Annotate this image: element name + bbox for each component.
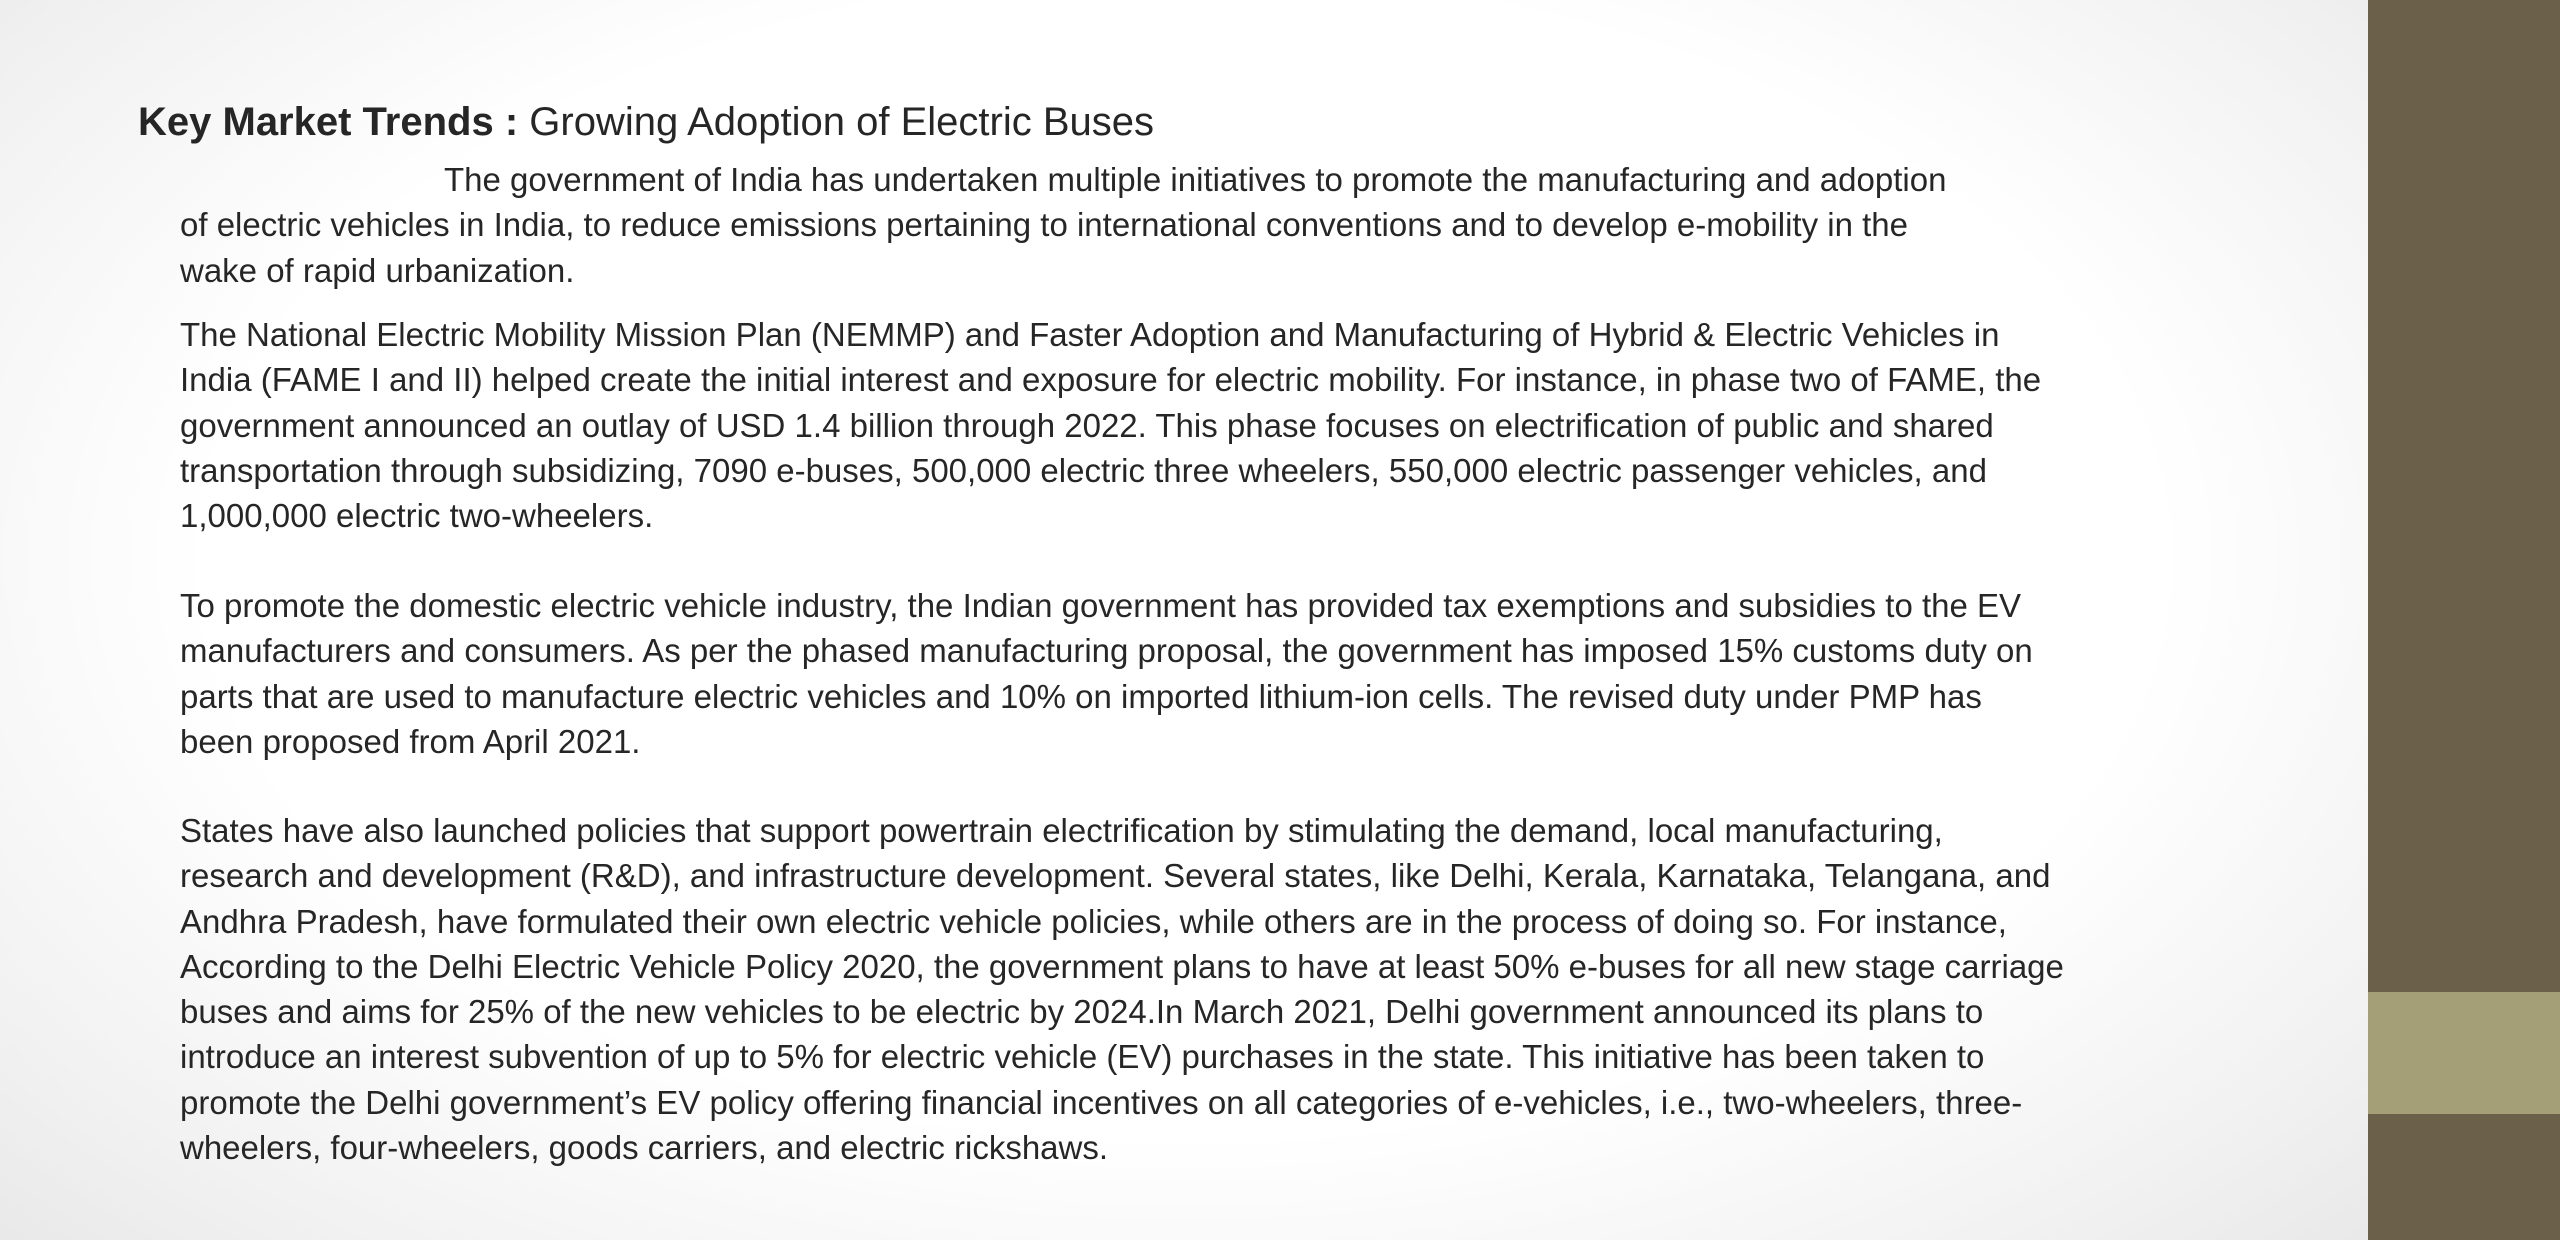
paragraph-line: wheelers, four-wheelers, goods carriers, and electric rickshaws. (180, 1129, 1109, 1167)
paragraph-line: The National Electric Mobility Mission Plan (NEMMP) and Faster Adoption and Manufacturing of Hybrid & Electric Vehicles in (180, 316, 2000, 353)
sidebar-accent-block (2368, 992, 2560, 1114)
paragraph-line: government announced an outlay of USD 1.4 billion through 2022. This phase focuses on electrification of public and shared (180, 406, 1994, 444)
slide-title (138, 94, 1154, 150)
slide-title-rest: Growing Adoption of Electric Buses (529, 100, 1155, 144)
paragraph-line: According to the Delhi Electric Vehicle Policy 2020, the government plans to have at least 50% e-buses for all new stage carriage (180, 947, 2064, 985)
paragraph-line: transportation through subsidizing, 7090 e-buses, 500,000 electric three wheelers, 550,000 electric passenger vehicles, and (180, 451, 1987, 489)
paragraph-line: States have also launched policies that support powertrain electrification by stimulating the demand, local manufacturing, (180, 812, 1943, 849)
paragraph-line: research and development (R&D), and infrastructure development. Several states, like Delhi, Kerala, Karnataka, Telangana, and (180, 857, 2051, 895)
paragraph-line: parts that are used to manufacture electric vehicles and 10% on imported lithium-ion cells. The revised duty under PMP has (180, 677, 1982, 715)
paragraph-line: 1,000,000 electric two-wheelers. (180, 497, 654, 535)
paragraph-tax-exemptions (180, 583, 2140, 764)
paragraph-nemmp-fame (180, 312, 2140, 538)
decorative-sidebar (2368, 0, 2560, 1240)
paragraph-line: The government of India has undertaken multiple initiatives to promote the manufacturing and adoption (444, 161, 1947, 198)
paragraph-line: of electric vehicles in India, to reduce emissions pertaining to international conventions and to develop e-mobility in the (180, 206, 1908, 244)
paragraph-state-policies (180, 808, 2140, 1170)
paragraph-line: wake of rapid urbanization. (180, 251, 575, 289)
paragraph-line: To promote the domestic electric vehicle industry, the Indian government has provided tax exemptions and subsidies to the EV (180, 587, 2022, 624)
paragraph-line: manufacturers and consumers. As per the phased manufacturing proposal, the government has imposed 15% customs duty on (180, 632, 2033, 670)
paragraph-line: Andhra Pradesh, have formulated their own electric vehicle policies, while others are in the process of doing so. For instance, (180, 902, 2007, 940)
paragraph-line: been proposed from April 2021. (180, 722, 641, 760)
paragraph-intro (180, 157, 2140, 293)
slide-title-bold: Key Market Trends : (138, 100, 519, 144)
paragraph-line: promote the Delhi government’s EV policy offering financial incentives on all categories of e-vehicles, i.e., two-wheelers, three- (180, 1083, 2023, 1121)
paragraph-line: India (FAME I and II) helped create the initial interest and exposure for electric mobility. For instance, in phase two of FAME, the (180, 361, 2042, 399)
paragraph-line: buses and aims for 25% of the new vehicles to be electric by 2024.In March 2021, Delhi government announced its plans to (180, 993, 1984, 1031)
paragraph-line: introduce an interest subvention of up to 5% for electric vehicle (EV) purchases in the state. This initiative has been taken to (180, 1038, 1985, 1076)
